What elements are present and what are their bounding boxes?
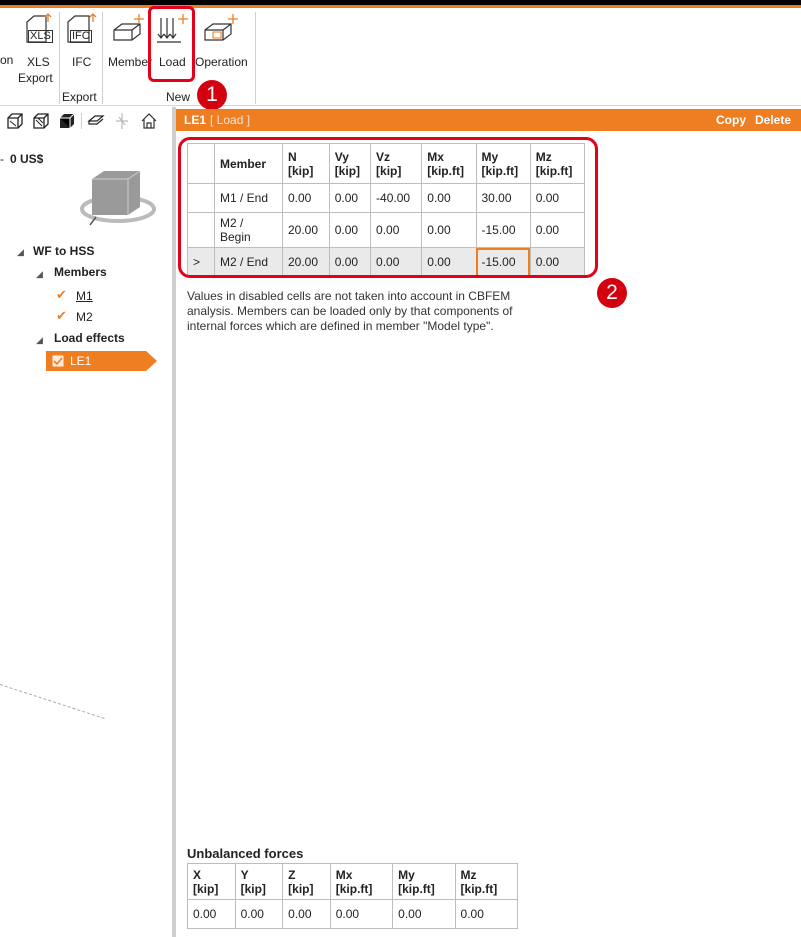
table-cell[interactable]: 0.00 xyxy=(530,184,584,213)
table-cell[interactable]: 0.00 xyxy=(329,213,370,248)
table-cell[interactable]: 20.00 xyxy=(283,213,330,248)
table-cell[interactable]: M2 / End xyxy=(215,248,283,277)
xls-export-button[interactable] xyxy=(18,10,54,84)
column-header: Z [kip] xyxy=(283,864,331,900)
operation-label: Operation xyxy=(195,55,248,69)
window-top-bar xyxy=(0,0,801,8)
panel-splitter[interactable] xyxy=(172,107,176,937)
load-label: Load xyxy=(159,55,186,69)
table-cell[interactable]: 0.00 xyxy=(371,248,422,277)
tree-load-effects-group[interactable]: Load effects xyxy=(54,331,125,345)
table-cell[interactable]: 30.00 xyxy=(476,184,530,213)
ifc-export-button[interactable] xyxy=(62,10,102,84)
cost-prefix: - xyxy=(0,152,4,166)
home-view-icon[interactable] xyxy=(140,112,158,130)
table-cell[interactable]: M2 / Begin xyxy=(215,213,283,248)
ribbon xyxy=(0,8,801,106)
tree-root-item[interactable]: WF to HSS xyxy=(33,244,95,258)
table-cell[interactable]: -15.00 xyxy=(476,213,530,248)
load-button-highlight xyxy=(148,6,195,82)
expand-icon[interactable]: ◢ xyxy=(17,247,24,257)
table-cell[interactable]: 0.00 xyxy=(422,248,476,277)
table-cell[interactable]: 0.00 xyxy=(371,213,422,248)
table-cell[interactable]: 0.00 xyxy=(422,184,476,213)
unbalanced-forces-title: Unbalanced forces xyxy=(187,846,304,861)
row-marker[interactable]: > xyxy=(188,248,215,277)
column-header: My [kip.ft] xyxy=(476,144,530,184)
xls-label: XLS xyxy=(27,55,50,69)
ifc-icon-text: IFC xyxy=(72,30,90,42)
toolbar-separator xyxy=(81,113,82,129)
detail-header xyxy=(176,109,801,131)
checkmark-icon: ✔ xyxy=(56,308,67,323)
group-export-label: Export xyxy=(62,90,97,104)
ifc-label: IFC xyxy=(72,55,92,69)
table-cell[interactable]: -40.00 xyxy=(371,184,422,213)
column-header: X [kip] xyxy=(188,864,236,900)
table-cell[interactable]: 0.00 xyxy=(530,213,584,248)
column-header: Mx [kip.ft] xyxy=(330,864,392,900)
table-cell: 0.00 xyxy=(330,900,392,929)
export-sub-label: Export xyxy=(18,71,53,85)
column-header: Mx [kip.ft] xyxy=(422,144,476,184)
tree-le1-label: LE1 xyxy=(70,354,92,368)
view-cube-icon[interactable] xyxy=(78,165,158,235)
ribbon-separator xyxy=(255,12,256,104)
column-header: Vz [kip] xyxy=(371,144,422,184)
copy-button[interactable]: Copy xyxy=(716,113,746,127)
column-header: Y [kip] xyxy=(235,864,283,900)
tree-members-group[interactable]: Members xyxy=(54,265,107,279)
annotation-badge-2: 2 xyxy=(597,278,627,308)
tree-member-m2[interactable]: M2 xyxy=(76,310,93,324)
table-cell: 0.00 xyxy=(283,900,331,929)
unbalanced-forces-table xyxy=(187,863,518,929)
wireframe-view-icon[interactable] xyxy=(6,112,24,130)
expand-icon[interactable]: ◢ xyxy=(36,269,43,279)
solid-view-icon[interactable] xyxy=(58,112,76,130)
column-header: Mz [kip.ft] xyxy=(455,864,517,900)
table-cell[interactable]: 0.00 xyxy=(329,184,370,213)
transparent-view-icon[interactable] xyxy=(32,112,50,130)
table-cell-focused[interactable]: -15.00 xyxy=(476,248,530,277)
disabled-cells-note: Values in disabled cells are not taken into account in CBFEM analysis. Members can be loaded only by that components of internal forces which are defined in member "Model type". xyxy=(187,289,513,333)
operation-icon xyxy=(201,14,241,46)
column-header: Mz [kip.ft] xyxy=(530,144,584,184)
table-header-row xyxy=(188,864,518,900)
expand-icon[interactable]: ◢ xyxy=(36,335,43,345)
plane-view-icon[interactable] xyxy=(87,112,105,130)
member-icon xyxy=(110,14,146,46)
column-header: Member xyxy=(215,144,283,184)
delete-button[interactable]: Delete xyxy=(755,113,792,127)
table-cell: 0.00 xyxy=(455,900,517,929)
table-cell[interactable]: M1 / End xyxy=(215,184,283,213)
axis-view-icon[interactable] xyxy=(113,112,131,130)
ribbon-cut-label: on xyxy=(0,53,14,67)
load-effect-type: [ Load ] xyxy=(210,113,251,127)
new-member-button[interactable] xyxy=(104,10,153,84)
table-row xyxy=(188,900,518,929)
table-cell: 0.00 xyxy=(393,900,455,929)
new-operation-button[interactable] xyxy=(193,10,249,84)
ribbon-separator xyxy=(59,12,60,104)
table-cell[interactable]: 20.00 xyxy=(283,248,330,277)
table-cell[interactable]: 0.00 xyxy=(329,248,370,277)
load-effect-name: LE1 xyxy=(184,113,207,127)
table-cell: 0.00 xyxy=(188,900,236,929)
member-label: Member xyxy=(108,55,153,69)
ribbon-separator xyxy=(102,12,103,104)
table-cell[interactable]: 0.00 xyxy=(283,184,330,213)
cost-value: 0 US$ xyxy=(10,152,44,166)
checkmark-icon: ✔ xyxy=(56,287,67,302)
column-header: Vy [kip] xyxy=(329,144,370,184)
column-header: N [kip] xyxy=(283,144,330,184)
tree-member-m1[interactable]: M1 xyxy=(76,289,93,303)
load-table-highlight xyxy=(178,137,598,278)
table-cell: 0.00 xyxy=(235,900,283,929)
table-cell[interactable]: 0.00 xyxy=(530,248,584,277)
column-header: My [kip.ft] xyxy=(393,864,455,900)
annotation-badge-1: 1 xyxy=(197,80,227,110)
xls-icon-text: XLS xyxy=(30,30,51,42)
group-new-label: New xyxy=(166,90,191,104)
load-effect-icon xyxy=(52,355,64,367)
table-cell[interactable]: 0.00 xyxy=(422,213,476,248)
